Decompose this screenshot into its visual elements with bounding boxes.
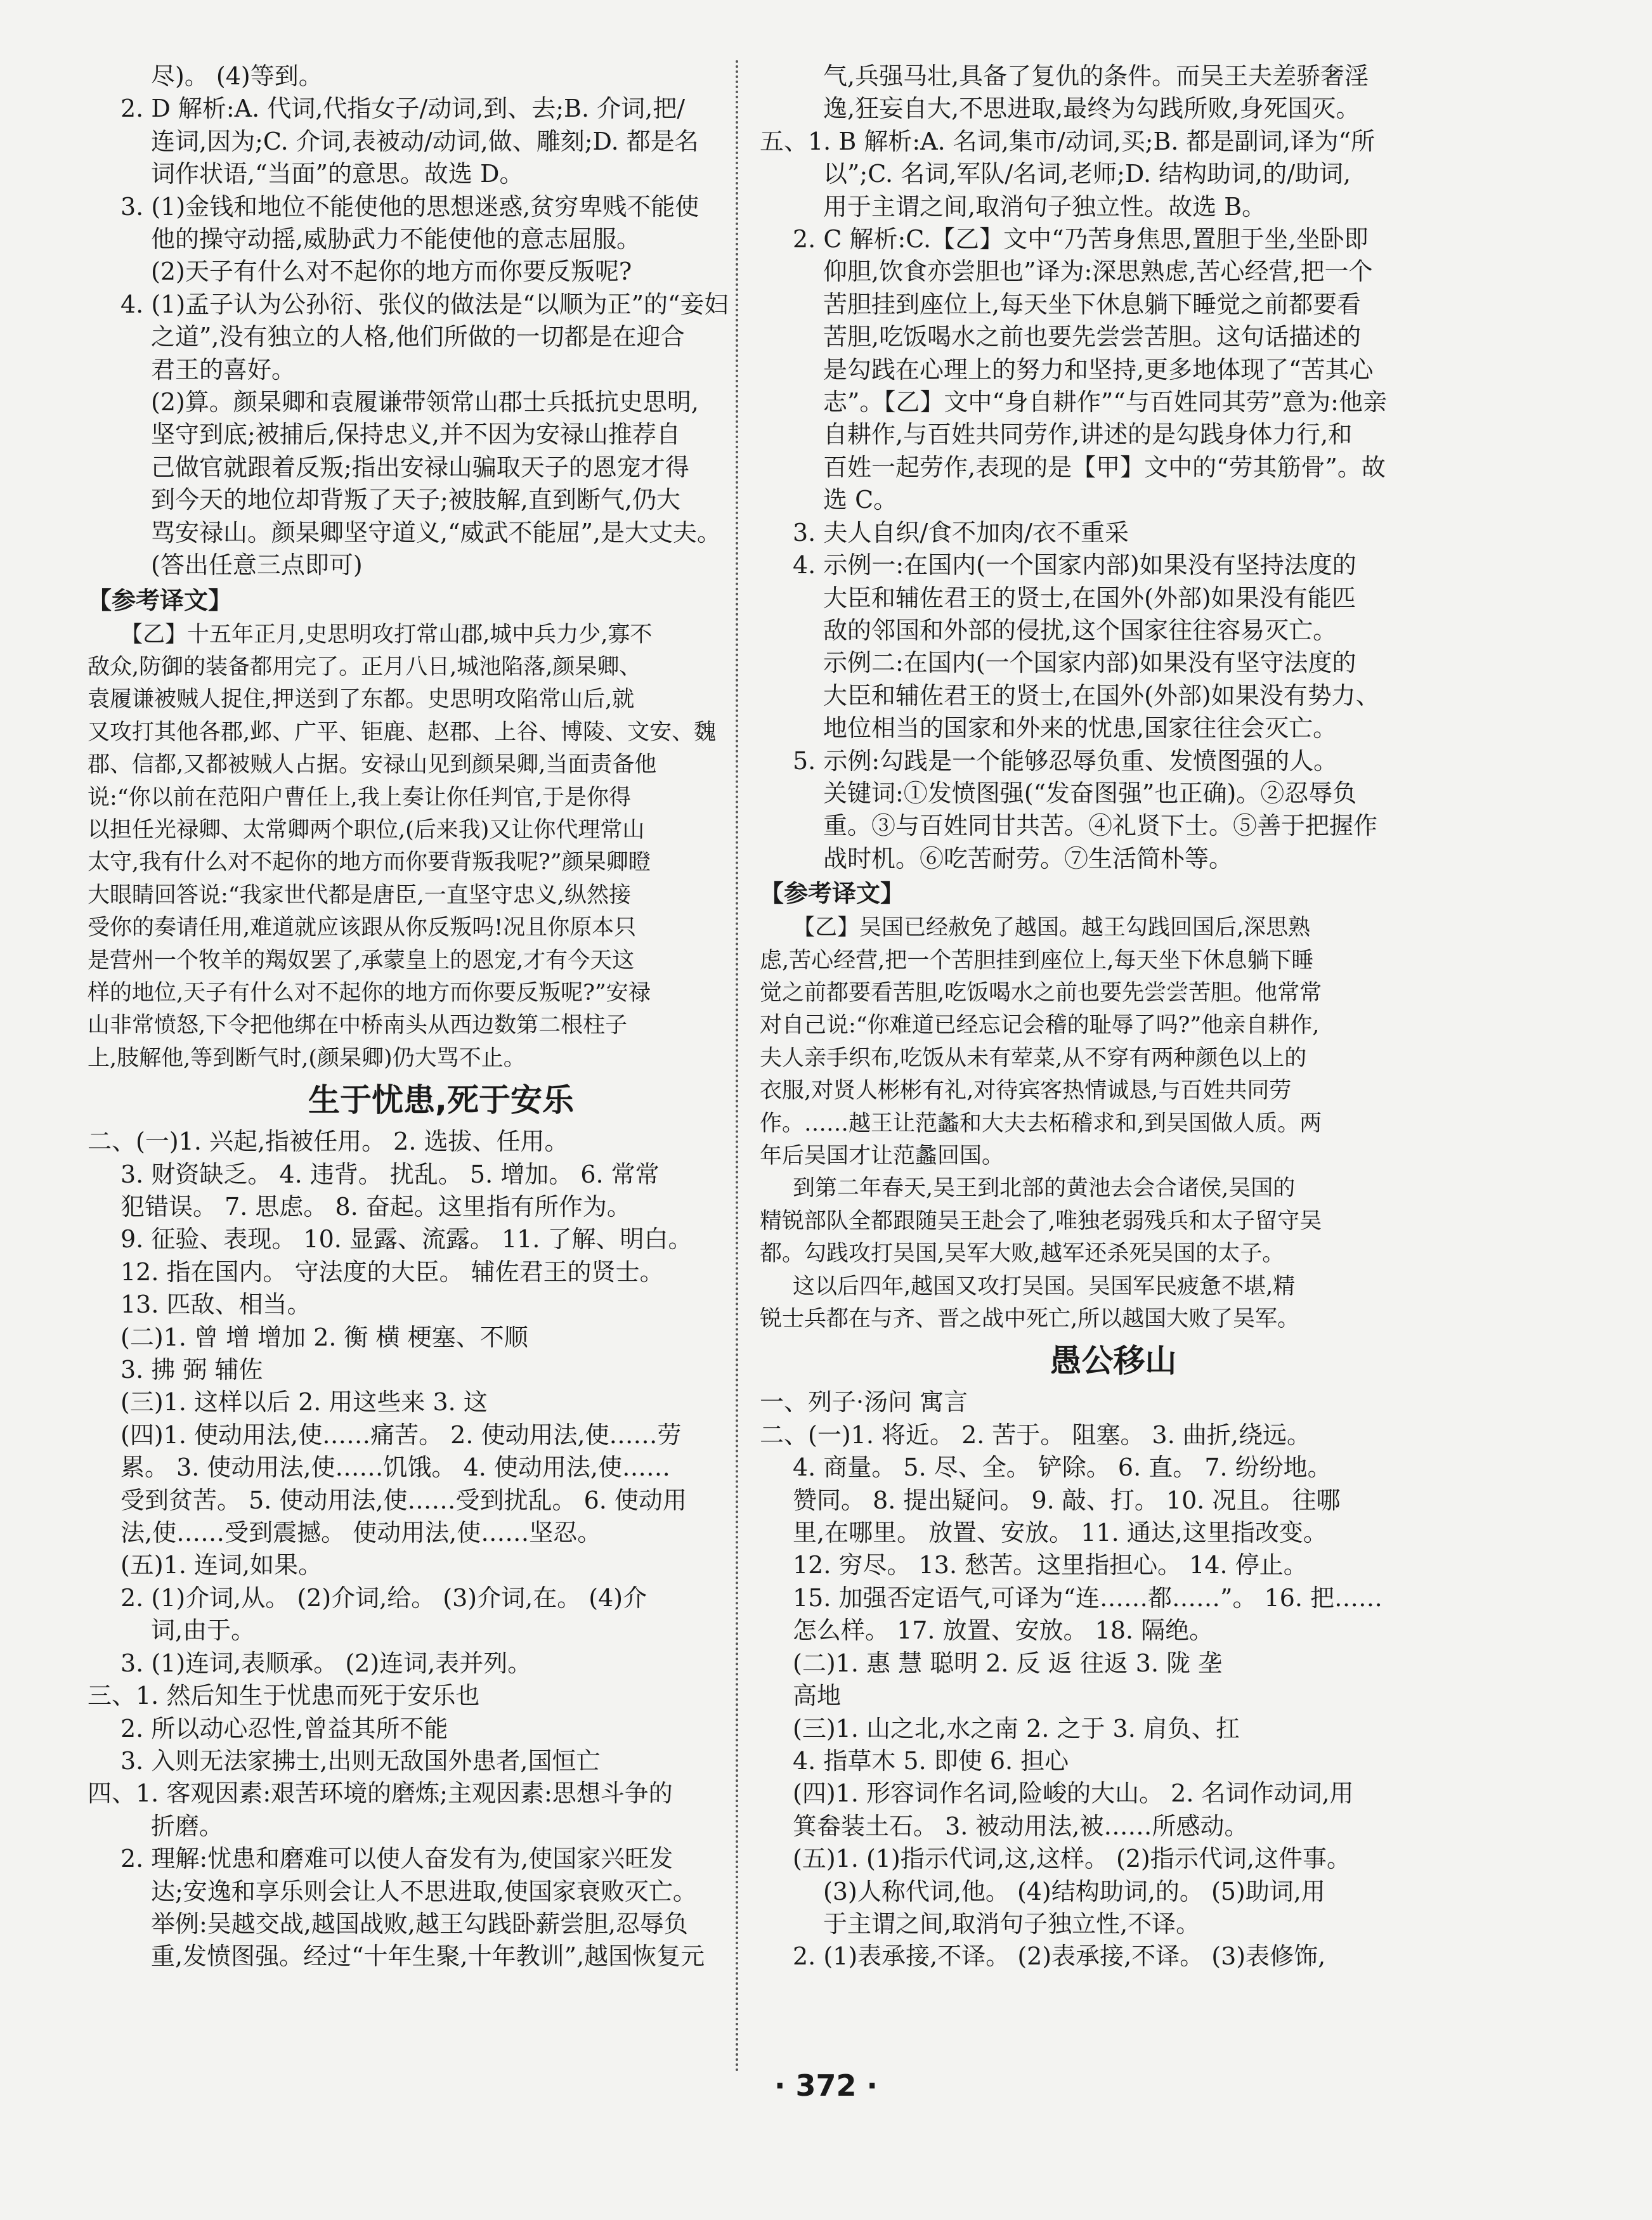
text-line: 3. 入则无法家拂士,出则无敌国外患者,国恒亡 [120,1746,601,1775]
text-line: 关键词:①发愤图强(“发奋图强”也正确)。②忍辱负 [823,779,1357,807]
text-line: 袁履谦被贼人捉住,押送到了东都。史思明攻陷常山后,就 [88,687,635,713]
text-line: 自耕作,与百姓共同劳作,讲述的是勾践身体力行,和 [823,420,1353,449]
text-line: (2)算。颜杲卿和袁履谦带领常山郡士兵抵抗史思明, [151,388,699,417]
text-line: 2. 所以动心忍性,曾益其所不能 [120,1714,448,1743]
text-line: (四)1. 形容词作名词,险峻的大山。 2. 名词作动词,用 [793,1779,1354,1808]
text-line: 四、1. 客观因素:艰苦环境的磨炼;主观因素:思想斗争的 [88,1779,673,1808]
text-line: 法,使……受到震撼。 使动用法,使……坚忍。 [120,1519,602,1547]
text-line: 是勾践在心理上的努力和坚持,更多地体现了“苦其心 [823,355,1374,384]
text-line: 大臣和辅佐君王的贤士,在国外(外部)如果没有能匹 [823,583,1356,612]
text-line: (二)1. 惠 慧 聪明 2. 反 返 往返 3. 陇 垄 [793,1649,1223,1677]
section-title: 生于忧患,死于安乐 [308,1082,574,1119]
text-line: 说:“你以前在范阳户曹任上,我上奏让你任判官,于是你得 [88,784,631,810]
text-line: 赞同。 8. 提出疑问。 9. 敲、打。 10. 况且。 往哪 [793,1486,1341,1514]
left-column [88,60,795,1973]
text-line: 13. 匹敌、相当。 [120,1290,311,1319]
section-title: 愚公移山 [1050,1342,1177,1380]
page-number: · 372 · [774,2068,878,2103]
text-line: 年后吴国才让范蠡回国。 [760,1143,1005,1169]
text-line: 高地 [793,1682,842,1710]
text-line: 衣服,对贤人彬彬有礼,对待宾客热情诚恳,与百姓共同劳 [760,1078,1292,1104]
text-line: 又攻打其他各郡,邺、广平、钜鹿、赵郡、上谷、博陵、文安、魏 [88,719,717,745]
text-line: (答出任意三点即可) [151,551,363,580]
text-line: 虑,苦心经营,把一个苦胆挂到座位上,每天坐下休息躺下睡 [760,947,1314,973]
text-line: 这以后四年,越国又攻打吴国。吴国军民疲惫不堪,精 [793,1273,1296,1299]
text-line: 用于主谓之间,取消句子独立性。故选 B。 [823,192,1266,221]
text-line: 己做官就跟着反叛;指出安禄山骗取天子的恩宠才得 [151,453,689,481]
text-line: (三)1. 山之北,水之南 2. 之于 3. 肩负、扛 [793,1714,1240,1743]
text-line: 以担任光禄卿、太常卿两个职位,(后来我)又让你代理常山 [88,817,645,843]
text-line: (四)1. 使动用法,使……痛苦。 2. 使动用法,使……劳 [120,1420,682,1449]
text-line: 里,在哪里。 放置、安放。 11. 通达,这里指改变。 [793,1519,1327,1547]
text-line: 逸,狂妄自大,不思进取,最终为勾践所败,身死国灭。 [823,94,1360,123]
text-line: 4. (1)孟子认为公孙衍、张仪的做法是“以顺为正”的“妾妇 [120,290,729,318]
text-line: 累。 3. 使动用法,使……饥饿。 4. 使动用法,使…… [120,1453,670,1482]
text-line: 君王的喜好。 [151,355,296,384]
text-line: (三)1. 这样以后 2. 用这些来 3. 这 [120,1388,488,1417]
text-line: 示例二:在国内(一个国家内部)如果没有坚守法度的 [823,649,1356,677]
text-line: 3. (1)金钱和地位不能使他的思想迷惑,贫穷卑贱不能使 [120,192,699,221]
text-line: 气,兵强马壮,具备了复仇的条件。而吴王夫差骄奢淫 [823,62,1369,90]
text-line: 2. C 解析:C.【乙】文中“乃苦身焦思,置胆于坐,坐卧即 [793,225,1369,254]
text-line: 都。勾践攻打吴国,吴军大败,越军还杀死吴国的太子。 [760,1241,1285,1267]
reference-heading: 【参考译文】 [88,586,233,614]
text-line: 2. 理解:忧患和磨难可以使人奋发有为,使国家兴旺发 [120,1845,673,1873]
text-line: 3. 财资缺乏。 4. 违背。 扰乱。 5. 增加。 6. 常常 [120,1160,660,1188]
text-line: 词,由于。 [151,1616,256,1645]
text-line: 作。……越王让范蠡和大夫去柘稽求和,到吴国做人质。两 [760,1110,1322,1136]
text-line: 精锐部队全都跟随吴王赴会了,唯独老弱残兵和太子留守吴 [760,1208,1322,1234]
text-line: 尽)。 (4)等到。 [151,62,323,90]
text-line: 骂安禄山。颜杲卿坚守道义,“威武不能屈”,是大丈夫。 [151,518,722,547]
text-line: (3)人称代词,他。 (4)结构助词,的。 (5)助词,用 [823,1877,1325,1905]
text-line: 犯错误。 7. 思虑。 8. 奋起。这里指有所作为。 [120,1193,631,1221]
text-line: 重,发愤图强。经过“十年生聚,十年教训”,越国恢复元 [151,1942,705,1971]
text-line: 二、(一)1. 将近。 2. 苦于。 阻塞。 3. 曲折,绕远。 [760,1420,1311,1449]
text-line: 战时机。⑥吃苦耐劳。⑦生活简朴等。 [823,844,1233,873]
text-line: 连词,因为;C. 介词,表被动/动词,做、雕刻;D. 都是名 [151,127,699,155]
text-line: 受到贫苦。 5. 使动用法,使……受到扰乱。 6. 使动用 [120,1486,687,1514]
text-line: 3. 夫人自织/食不加肉/衣不重采 [793,518,1129,547]
text-line: 12. 穷尽。 13. 愁苦。这里指担心。 14. 停止。 [793,1551,1308,1580]
text-line: 五、1. B 解析:A. 名词,集市/动词,买;B. 都是副词,译为“所 [760,127,1376,155]
text-line: 仰胆,饮食亦尝胆也”译为:深思熟虑,苦心经营,把一个 [823,257,1373,286]
reference-heading: 【参考译文】 [760,880,905,908]
text-line: 4. 指草木 5. 即使 6. 担心 [793,1746,1069,1775]
text-line: 郡、信都,又都被贼人占据。安禄山见到颜杲卿,当面责备他 [88,752,657,778]
text-line: (五)1. (1)指示代词,这,这样。 (2)指示代词,这件事。 [793,1845,1351,1873]
text-line: 大臣和辅佐君王的贤士,在国外(外部)如果没有势力、 [823,681,1380,710]
text-line: 百姓一起劳作,表现的是【甲】文中的“劳其筋骨”。故 [823,453,1386,481]
text-line: 4. 示例一:在国内(一个国家内部)如果没有坚持法度的 [793,551,1356,580]
text-line: 山非常愤怒,下令把他绑在中桥南头从西边数第二根柱子 [88,1013,628,1039]
text-line: 受你的奏请任用,难道就应该跟从你反叛吗!况且你原本只 [88,915,637,941]
text-line: 觉之前都要看苦胆,吃饭喝水之前也要先尝尝苦胆。他常常 [760,980,1322,1006]
text-line: 样的地位,天子有什么对不起你的地方而你要反叛呢?”安禄 [88,980,651,1006]
text-line: 一、列子·汤问 寓言 [760,1388,968,1417]
text-line: 敌的邻国和外部的侵扰,这个国家往往容易灭亡。 [823,616,1337,644]
text-line: 之道”,没有独立的人格,他们所做的一切都是在迎合 [151,323,685,351]
text-line: 二、(一)1. 兴起,指被任用。 2. 选拔、任用。 [88,1127,569,1156]
text-line: 折磨。 [151,1812,224,1840]
text-line: 9. 征验、表现。 10. 显露、流露。 11. 了解、明白。 [120,1225,693,1254]
text-line: 重。③与百姓同甘共苦。④礼贤下士。⑤善于把握作 [823,812,1378,840]
text-line: 坚守到底;被捕后,保持忠义,并不因为安禄山推荐自 [151,420,680,449]
text-line: 锐士兵都在与齐、晋之战中死亡,所以越国大败了吴军。 [760,1306,1300,1332]
text-line: 选 C。 [823,486,898,514]
text-line: 15. 加强否定语气,可译为“连……都……”。 16. 把…… [793,1583,1383,1612]
text-line: 苦胆挂到座位上,每天坐下休息躺下睡觉之前都要看 [823,290,1362,318]
text-line: 于主谓之间,取消句子独立性,不译。 [823,1909,1200,1938]
text-line: 地位相当的国家和外来的忧患,国家往往会灭亡。 [823,714,1337,743]
text-line: 怎么样。 17. 放置、安放。 18. 隔绝。 [793,1616,1214,1645]
text-line: 以”;C. 名词,军队/名词,老师;D. 结构助词,的/助词, [823,160,1351,188]
text-line: 3. (1)连词,表顺承。 (2)连词,表并列。 [120,1649,532,1677]
text-line: 苦胆,吃饭喝水之前也要先尝尝苦胆。这句话描述的 [823,323,1362,351]
text-line: 三、1. 然后知生于忧患而死于安乐也 [88,1682,480,1710]
text-line: 5. 示例:勾践是一个能够忍辱负重、发愤图强的人。 [793,746,1338,775]
text-line: 2. (1)表承接,不译。 (2)表承接,不译。 (3)表修饰, [793,1942,1326,1971]
text-line: 2. (1)介词,从。 (2)介词,给。 (3)介词,在。 (4)介 [120,1583,647,1612]
text-line: 是营州一个牧羊的羯奴罢了,承蒙皇上的恩宠,才有今天这 [88,947,635,973]
text-line: 他的操守动摇,威胁武力不能使他的意志屈服。 [151,225,641,254]
text-line: 敌众,防御的装备都用完了。正月八日,城池陷落,颜杲卿、 [88,654,642,680]
text-line: 2. D 解析:A. 代词,代指女子/动词,到、去;B. 介词,把/ [120,94,686,123]
text-line: (五)1. 连词,如果。 [120,1551,323,1580]
right-column [760,60,1467,1973]
text-line: 夫人亲手织布,吃饭从未有荤菜,从不穿有两种颜色以上的 [760,1045,1307,1071]
text-line: 【乙】吴国已经赦免了越国。越王勾践回国后,深思熟 [793,915,1311,941]
text-line: 4. 商量。 5. 尽、全。 铲除。 6. 直。 7. 纷纷地。 [793,1453,1332,1482]
text-line: 太守,我有什么对不起你的地方而你要背叛我呢?”颜杲卿瞪 [88,850,651,876]
text-line: 达;安逸和享乐则会让人不思进取,使国家衰败灭亡。 [151,1877,697,1905]
text-line: 12. 指在国内。 守法度的大臣。 辅佐君王的贤士。 [120,1257,664,1286]
text-line: 志”。【乙】文中“身自耕作”“与百姓同其劳”意为:他亲 [823,388,1387,417]
text-line: 词作状语,“当面”的意思。故选 D。 [151,160,524,188]
text-line: 箕畚装土石。 3. 被动用法,被……所感动。 [793,1812,1249,1840]
text-line: 3. 拂 弼 辅佐 [120,1356,263,1384]
text-line: 到第二年春天,吴王到北部的黄池去会合诸侯,吴国的 [793,1176,1296,1202]
text-line: 大眼睛回答说:“我家世代都是唐臣,一直坚守忠义,纵然接 [88,882,631,908]
text-line: 对自己说:“你难道已经忘记会稽的耻辱了吗?”他亲自耕作, [760,1013,1320,1039]
text-line: (2)天子有什么对不起你的地方而你要反叛呢? [151,257,632,286]
text-line: (二)1. 曾 增 增加 2. 衡 横 梗塞、不顺 [120,1323,528,1351]
text-line: 到今天的地位却背叛了天子;被肢解,直到断气,仍大 [151,486,680,514]
text-line: 上,肢解他,等到断气时,(颜杲卿)仍大骂不止。 [88,1045,526,1071]
text-line: 举例:吴越交战,越国战败,越王勾践卧薪尝胆,忍辱负 [151,1909,689,1938]
text-line: 【乙】十五年正月,史思明攻打常山郡,城中兵力少,寡不 [120,621,653,647]
